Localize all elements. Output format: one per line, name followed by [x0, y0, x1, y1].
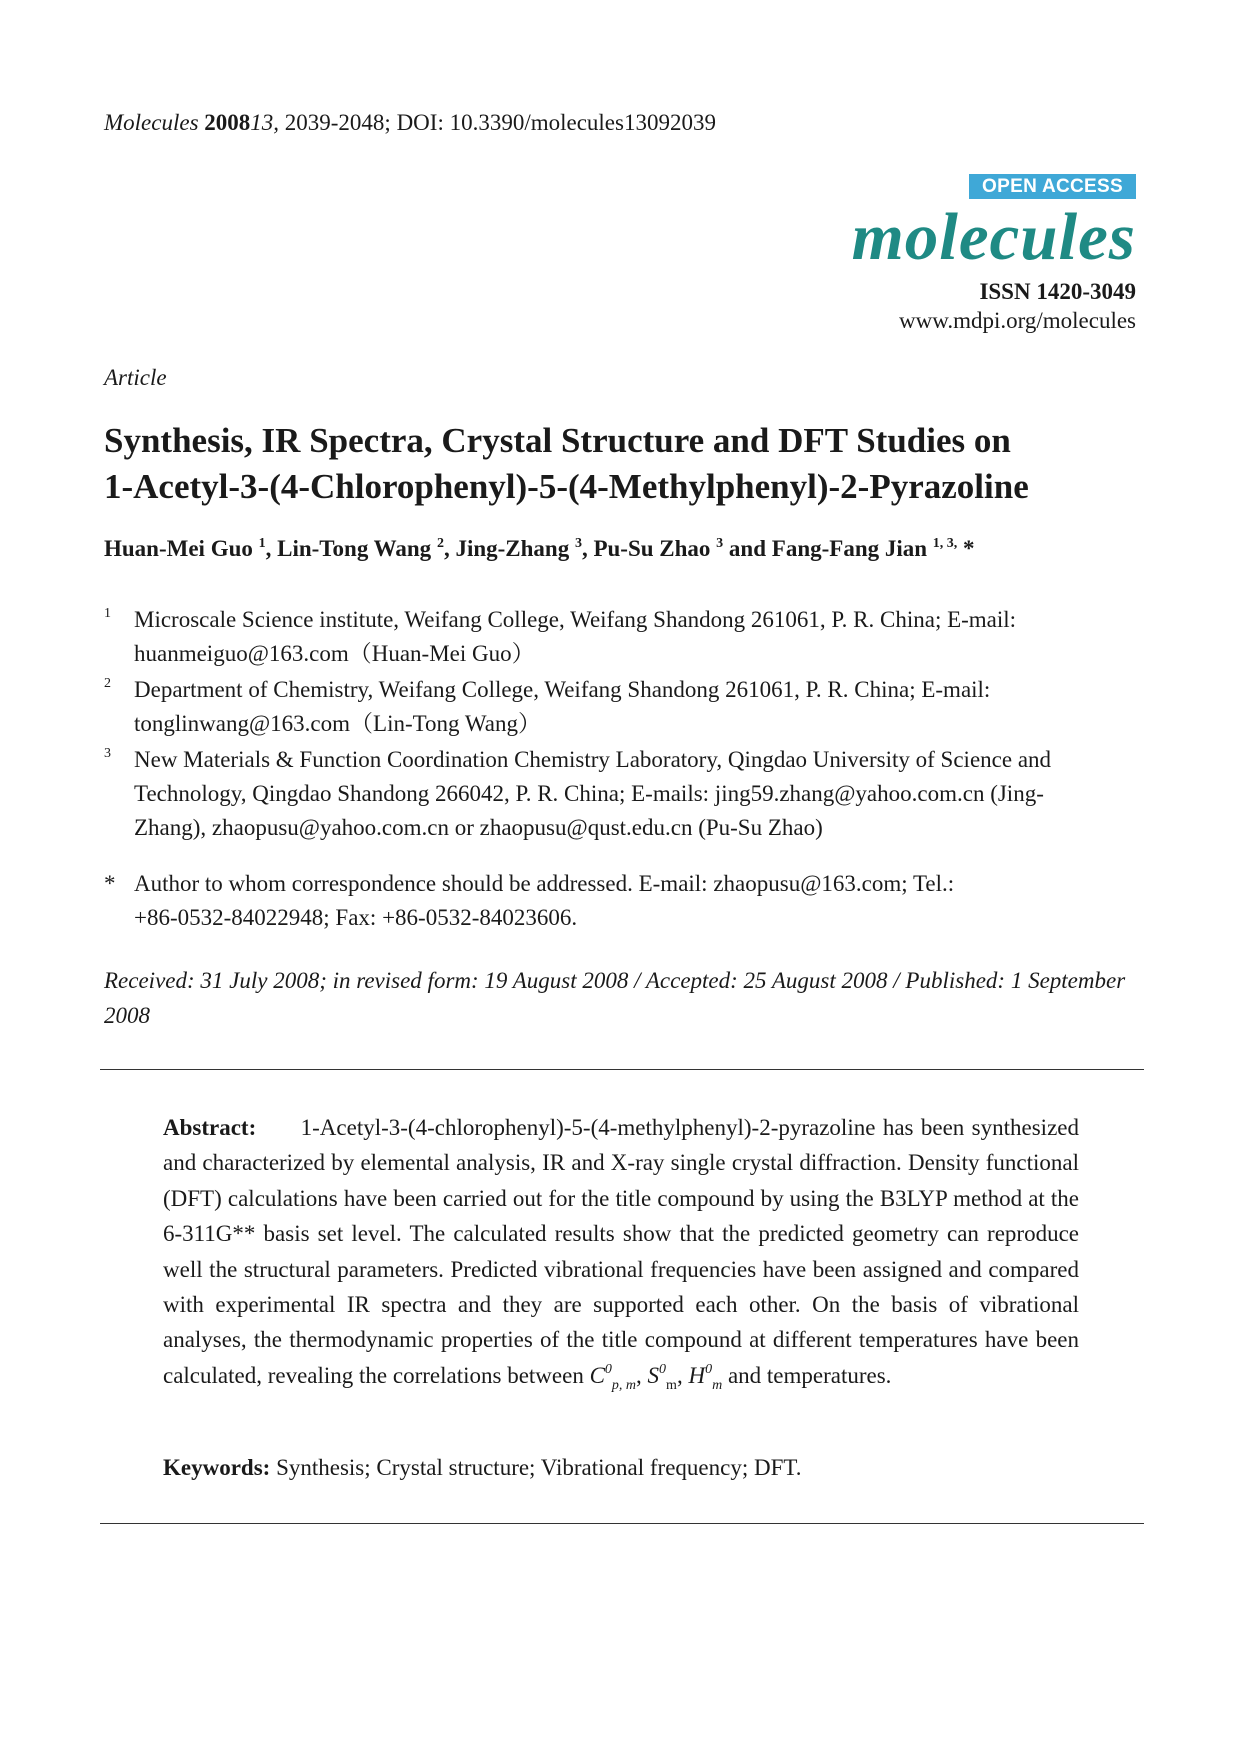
divider-bottom: [100, 1523, 1144, 1524]
author-affil-mark: 1: [258, 536, 266, 551]
author-affil-mark: 3: [716, 536, 724, 551]
affiliation-mark: 2: [104, 676, 111, 691]
author-name: Fang-Fang Jian: [771, 536, 928, 561]
affiliation-2: [104, 673, 1144, 741]
symbol-letter: C: [589, 1362, 605, 1388]
keywords-label: Keywords:: [163, 1455, 271, 1480]
author-separator: and: [723, 536, 772, 561]
symbol-entropy: [647, 1361, 677, 1393]
affiliation-1: [104, 603, 1144, 671]
citation-year: 2008: [204, 110, 251, 135]
symbol-sub: p, m: [611, 1377, 637, 1393]
keywords: [163, 1453, 801, 1483]
open-access-badge: OPEN ACCESS: [969, 174, 1136, 199]
citation-volume: 13,: [250, 110, 280, 135]
symbol-sup: 0: [604, 1361, 612, 1377]
author-separator: ,: [443, 536, 456, 561]
affiliation-text: Technology, Qingdao Shandong 266042, P. R. China; E-mails: jing59.zhang@yahoo.com.cn (Jing-: [134, 781, 1044, 806]
author-name: Jing-Zhang: [455, 536, 570, 561]
symbol-sub: m: [712, 1377, 723, 1393]
affiliation-email[interactable]: huanmeiguo@163.com（Huan-Mei Guo）: [134, 641, 535, 666]
paper-title: [104, 418, 1144, 510]
author-name: Pu-Su Zhao: [593, 536, 711, 561]
affiliation-text: New Materials & Function Coordination Chemistry Laboratory, Qingdao University of Science and: [134, 747, 1052, 772]
affiliation-mark: 3: [104, 746, 111, 761]
affiliation-text: Microscale Science institute, Weifang College, Weifang Shandong 261061, P. R. China; E-mail:: [134, 607, 1017, 632]
article-type: Article: [104, 365, 167, 390]
author-name: Huan-Mei Guo: [104, 536, 253, 561]
citation-journal: Molecules: [104, 110, 199, 135]
symbol-sub: m: [666, 1377, 677, 1393]
title-line-1: Synthesis, IR Spectra, Crystal Structure and DFT Studies on: [104, 421, 1011, 460]
citation-line: [104, 108, 716, 138]
affiliations: [104, 603, 1144, 935]
author-list: [104, 534, 975, 564]
affiliation-email[interactable]: tonglinwang@163.com（Lin-Tong Wang）: [134, 711, 541, 736]
author-separator: ,: [581, 536, 594, 561]
author-affil-mark: 3: [574, 536, 582, 551]
issn: ISSN 1420-3049: [979, 279, 1136, 304]
affiliation-email[interactable]: Zhang), zhaopusu@yahoo.com.cn or zhaopusu@qust.edu.cn (Pu-Su Zhao): [134, 815, 823, 840]
abstract-label: Abstract:: [163, 1115, 257, 1140]
keywords-text: Synthesis; Crystal structure; Vibrational frequency; DFT.: [276, 1455, 802, 1480]
symbol-heat-capacity: [589, 1361, 637, 1393]
citation-pages-doi: 2039-2048; DOI: 10.3390/molecules13092039: [284, 110, 716, 135]
journal-url[interactable]: www.mdpi.org/molecules: [899, 308, 1136, 333]
author-affil-mark: 2: [436, 536, 444, 551]
author-name: Lin-Tong Wang: [277, 536, 432, 561]
correspondence: [104, 867, 1144, 935]
publication-dates: Received: 31 July 2008; in revised form: 19 August 2008 / Accepted: 25 August 2008 / Published: 1 September 2008: [104, 968, 1126, 1028]
abstract-tail: and temperatures.: [722, 1362, 892, 1388]
symbol-letter: S: [647, 1362, 660, 1388]
correspondence-contact: +86-0532-84022948; Fax: +86-0532-84023606.: [134, 905, 578, 930]
symbol-enthalpy: [688, 1361, 723, 1393]
symbol-sup: 0: [705, 1361, 713, 1377]
affiliation-text: Department of Chemistry, Weifang College, Weifang Shandong 261061, P. R. China; E-mail:: [134, 677, 991, 702]
abstract: Abstract: 1-Acetyl-3-(4-chlorophenyl)-5-(4-methylphenyl)-2-pyrazoline has been synthesized and characterized by elemental analysis, IR and X-ray single crystal diffraction. Density functional (DFT) calculations have been carried out for the title compound by using the B3LYP method at the 6-311G** basis set level. The calculated results show that the predicted geometry can reproduce well the structural parameters. Predicted vibrational frequencies have been assigned and compared with experimental IR spectra and they are supported each other. On the basis of vibrational analyses, the thermodynamic properties of the title compound at different temperatures have been calculated, revealing the correlations between $C^0_{p, m}$, $S^0_m$, $H^0_m$ and temperatures.: [163, 1115, 1079, 1393]
abstract-text: 1-Acetyl-3-(4-chlorophenyl)-5-(4-methylphenyl)-2-pyrazoline has been synthesized and characterized by elemental analysis, IR and X-ray single crystal diffraction. Density functional (DFT) calculations have been carried out for the title compound by using the B3LYP method at the 6-311G** basis set level. The calculated results show that the predicted geometry can reproduce well the structural parameters. Predicted vibrational frequencies have been assigned and compared with experimental IR spectra and they are supported each other. On the basis of vibrational analyses, the thermodynamic properties of the title compound at different temperatures have been calculated, revealing the correlations between: [163, 1115, 1079, 1388]
author-separator: ,: [265, 536, 278, 561]
symbol-sup: 0: [659, 1361, 667, 1377]
author-separator: *: [957, 536, 975, 561]
affiliation-mark: 1: [104, 606, 111, 621]
affiliation-3: [104, 743, 1144, 845]
author-affil-mark: 1, 3,: [932, 536, 958, 551]
correspondence-text: Author to whom correspondence should be addressed. E-mail: zhaopusu@163.com; Tel.:: [134, 871, 955, 896]
journal-logo: molecules: [851, 200, 1136, 274]
divider-top: [100, 1069, 1144, 1070]
symbol-letter: H: [688, 1362, 706, 1388]
correspondence-mark: *: [104, 871, 116, 896]
title-line-2: 1-Acetyl-3-(4-Chlorophenyl)-5-(4-Methylphenyl)-2-Pyrazoline: [104, 467, 1029, 506]
